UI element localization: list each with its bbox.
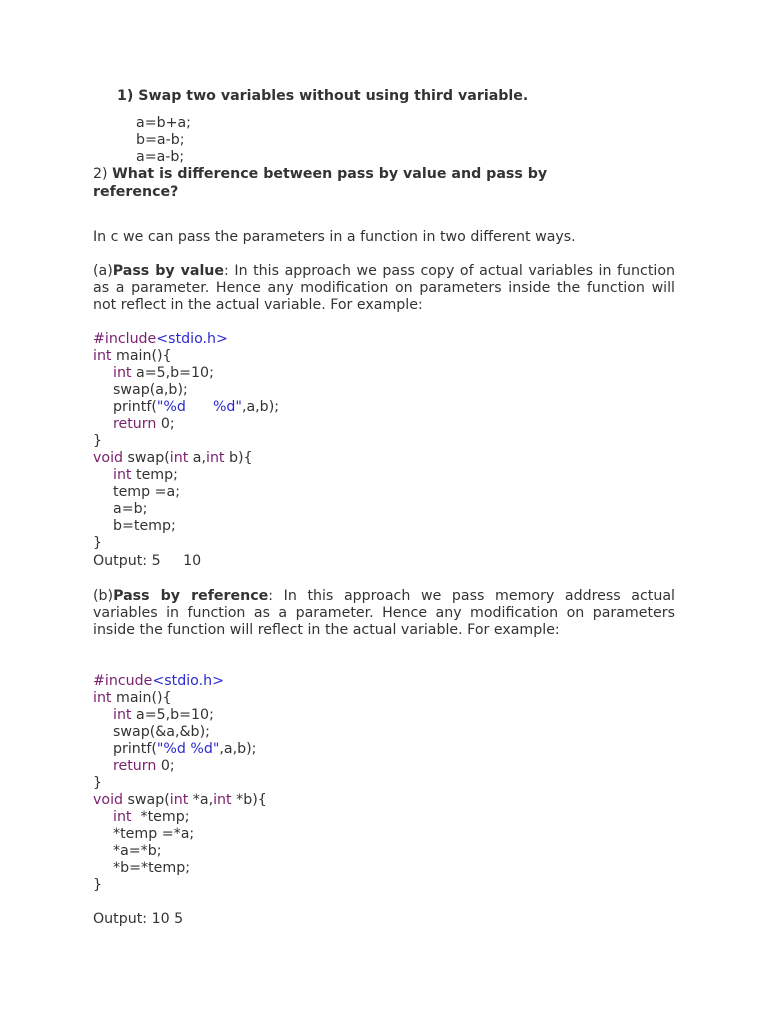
pass-by-value-text: : In this approach we pass copy of actual variables in function as a parameter. Hence any modification on parameters inside the function will not reflect in the actual variable. For example: [93, 263, 676, 313]
code-b-include-keyword: #incude [93, 673, 153, 689]
code-a-fn-keyword-2: int [169, 450, 189, 466]
code-a-fn-line-1 [113, 467, 178, 484]
code-b-fn-line-1 [113, 809, 190, 826]
code-b-fn-line-4: *b=*temp; [113, 860, 190, 876]
code-b-fn-line-2: *temp =*a; [113, 826, 195, 842]
code-a-line-3-pre: printf( [113, 399, 157, 415]
code-b-line-3 [113, 741, 256, 758]
code-b-main [93, 690, 172, 707]
code-a-line-4-rest: 0; [156, 416, 175, 432]
code-b-close-main: } [93, 775, 103, 791]
pass-by-value-term: Pass by value [112, 263, 225, 279]
code-b-line-3-post: ,a,b); [219, 741, 257, 757]
code-b-fn-line-1-keyword: int [113, 809, 132, 825]
q1-heading: 1) Swap two variables without using third variable. [117, 88, 529, 104]
code-b-line-4 [113, 758, 175, 775]
code-a-main-rest: main(){ [111, 348, 172, 364]
q2-heading-line-2: reference? [93, 184, 179, 200]
code-b-fn-signature [93, 792, 267, 809]
code-a-fn-keyword-3: int [206, 450, 225, 466]
pass-by-value-output: Output: 5 10 [93, 553, 202, 569]
code-a-line-3-post: ,a,b); [241, 399, 280, 415]
code-b-fn-keyword-3: int [213, 792, 232, 808]
code-b-fn-mid-1: swap( [123, 792, 170, 808]
code-b-fn-keyword-1: void [93, 792, 124, 808]
code-b-close-fn: } [93, 877, 103, 893]
code-a-fn-mid-1: swap( [123, 450, 170, 466]
pass-by-value-prefix: (a) [93, 263, 113, 279]
code-a-fn-line-4: b=temp; [113, 518, 176, 534]
code-b-include-file: <stdio.h> [152, 673, 224, 689]
code-a-fn-end: b){ [224, 450, 253, 466]
pass-by-value-paragraph [93, 263, 675, 314]
code-b-fn-keyword-2: int [169, 792, 189, 808]
code-b-main-rest: main(){ [111, 690, 172, 706]
q2-number: 2) [93, 166, 113, 182]
pass-by-reference-prefix: (b) [93, 588, 114, 604]
code-a-fn-line-1-rest: temp; [131, 467, 178, 483]
code-a-line-1 [113, 365, 214, 382]
code-b-line-3-string: "%d %d" [156, 741, 220, 757]
code-a-include [93, 331, 228, 348]
code-a-main [93, 348, 172, 365]
code-b-line-1 [113, 707, 214, 724]
code-b-main-keyword: int [93, 690, 112, 706]
pass-by-reference-paragraph [93, 588, 675, 639]
code-a-fn-mid-2: a, [188, 450, 206, 466]
code-b-line-3-pre: printf( [113, 741, 157, 757]
q2-heading [93, 166, 547, 183]
code-a-line-3-string: "%d %d" [156, 399, 242, 415]
code-a-include-file: <stdio.h> [156, 331, 228, 347]
code-b-fn-mid-2: *a, [188, 792, 214, 808]
code-b-include [93, 673, 224, 690]
code-a-line-1-keyword: int [113, 365, 132, 381]
code-a-fn-keyword-1: void [93, 450, 124, 466]
code-a-fn-line-2: temp =a; [113, 484, 180, 500]
code-a-main-keyword: int [93, 348, 112, 364]
code-a-line-4-keyword: return [113, 416, 157, 432]
q1-code-line-3: a=a-b; [136, 149, 185, 165]
code-b-line-1-rest: a=5,b=10; [131, 707, 214, 723]
code-b-fn-line-3: *a=*b; [113, 843, 162, 859]
code-a-fn-line-3: a=b; [113, 501, 148, 517]
code-b-fn-line-1-rest: *temp; [131, 809, 190, 825]
code-a-fn-line-1-keyword: int [113, 467, 132, 483]
code-a-close-fn: } [93, 535, 103, 551]
code-a-line-4 [113, 416, 175, 433]
code-b-line-4-keyword: return [113, 758, 157, 774]
q1-code-line-2: b=a-b; [136, 132, 185, 148]
pass-by-reference-text: : In this approach we pass memory address actual variables in function as a parameter. Hence any modification on parameters inside the function will reflect in the actual variable. For example: [93, 588, 675, 638]
code-a-include-keyword: #include [93, 331, 157, 347]
code-a-line-2: swap(a,b); [113, 382, 188, 398]
code-a-close-main: } [93, 433, 103, 449]
code-b-line-1-keyword: int [113, 707, 132, 723]
pass-by-reference-term: Pass by reference [113, 588, 269, 604]
code-b-fn-end: *b){ [231, 792, 267, 808]
code-b-line-4-rest: 0; [156, 758, 175, 774]
q2-heading-line-1: What is difference between pass by value and pass by [112, 166, 548, 182]
q1-code-line-1: a=b+a; [136, 115, 191, 131]
code-a-line-1-rest: a=5,b=10; [131, 365, 214, 381]
code-a-line-3 [113, 399, 279, 416]
pass-by-reference-output: Output: 10 5 [93, 911, 184, 927]
code-b-line-2: swap(&a,&b); [113, 724, 210, 740]
q2-intro: In c we can pass the parameters in a function in two different ways. [93, 229, 576, 245]
code-a-fn-signature [93, 450, 253, 467]
